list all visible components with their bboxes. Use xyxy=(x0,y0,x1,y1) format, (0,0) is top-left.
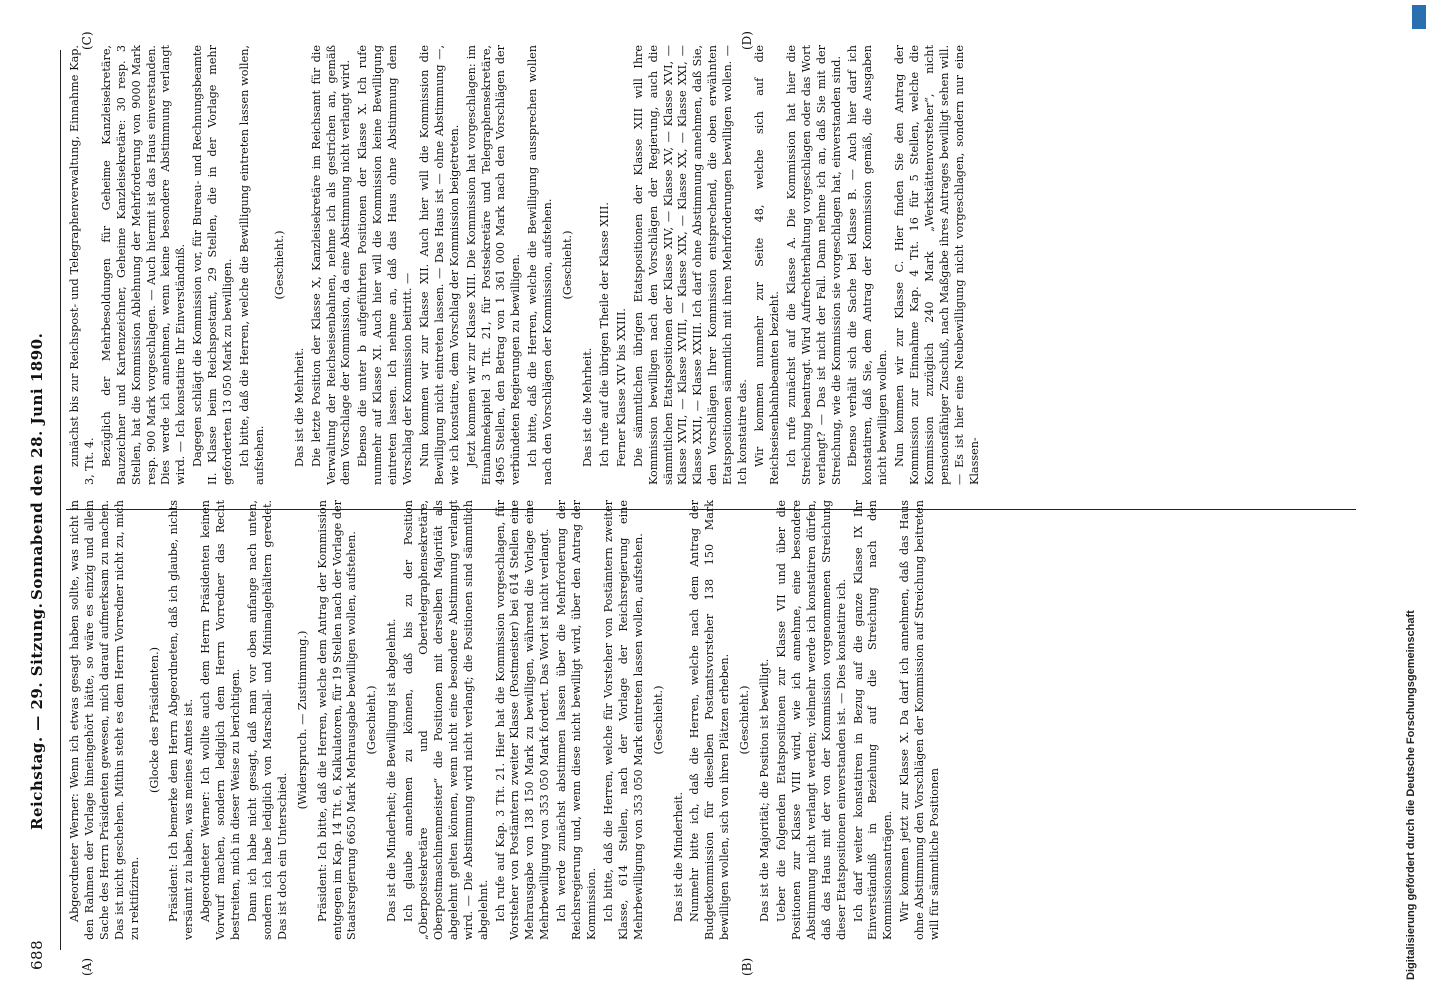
digitization-watermark xyxy=(1405,20,1423,980)
stage-direction: (Glocke des Präsidenten.) xyxy=(147,647,161,794)
paragraph: Ueber die folgenden Etatspositionen zur Klasse VII und über die Positionen zur Klasse VIII wird, wie ich annehme, eine besondere Abstimmung nicht verlangt werden; vielmehr werde ich konstatiren dürfen, daß das Haus mit der von der Kommission vorgenommenen Streichung dieser Etatspositionen einverstanden ist. — Dies konstatire ich. xyxy=(774,500,848,940)
margin-mark-b: (B) xyxy=(740,957,754,976)
paragraph: Ich rufe auf die übrigen Theile der Klasse XIII. xyxy=(597,202,611,467)
paragraph: Ich werde zunächst abstimmen lassen über die Mehrforderung der Reichsregierung und, wenn diese nicht bewilligt wird, über den Antrag der Kommission. xyxy=(555,500,598,940)
paragraph: Ferner Klasse XIV bis XXIII. xyxy=(614,308,628,467)
margin-mark-d: (D) xyxy=(740,31,754,50)
paragraph: Dann ich habe nicht gesagt, daß man vor oben anfange nach unten, sondern ich habe lediglich von Marschall- und Minimalgehältern geredet. Das ist doch ein Unterschied. xyxy=(245,500,289,940)
paragraph: Ich rufe zunächst auf die Klasse A. Die Kommission hat hier die Streichung beantragt. Wird Aufrechterhaltung vorgeschlagen oder das Wort verlangt? — Das ist nicht der Fall. Dann nehme ich an, daß Sie mit der Streichung, wie die Kommission sie vorgeschlagen hat, einverstanden sind. xyxy=(784,45,843,485)
paragraph: Das ist die Minderheit. xyxy=(671,791,685,922)
paragraph: Die letzte Position der Klasse X, Kanzleisekretäre im Reichsamt für die Verwaltung der Reichseisenbahnen, nehme ich als gestrichen an, gemäß dem Vorschlage der Kommission, da eine Abstimmung nicht verlangt wird. xyxy=(309,45,353,485)
stage-direction: (Geschieht.) xyxy=(272,230,286,300)
page-header xyxy=(20,30,60,980)
paragraph: Ich bitte, daß die Herren, welche die Bewilligung eintreten lassen wollen, aufstehen. xyxy=(237,45,266,485)
paragraph: Präsident: Ich bemerke dem Herrn Abgeordneten, daß ich glaube, nichts versäumt zu haben, was meines Amtes ist. xyxy=(167,500,196,940)
paragraph: Das ist die Mehrheit. xyxy=(292,347,306,467)
paragraph: Ebenso die unter b aufgeführten Positionen der Klasse X. Ich rufe nunmehr auf Klasse XI. Auch hier will die Kommission keine Bewilligung eintreten lassen. Ich nehme an, daß das Haus ohne Abstimmung dem Vorschlag der Kommission beitritt. — xyxy=(356,45,415,485)
header-rule xyxy=(60,50,61,950)
paragraph: Das ist die Majorität; die Position ist bewilligt. xyxy=(758,658,772,922)
paragraph: Ich bitte, daß die Herren, welche die Bewilligung aussprechen wollen nach den Vorschlägen der Kommission, aufstehen. xyxy=(526,45,555,485)
margin-mark-a: (A) xyxy=(80,957,94,976)
paragraph: zunächst bis zur Reichspost- und Telegraphenverwaltung, Einnahme Kap. 3, Tit. 4. xyxy=(68,45,96,485)
paragraph: Abgeordneter Werner: Ich wollte auch dem Herrn Präsidenten keinen Vorwurf machen, sondern lediglich dem Herrn Vorredner das Recht bestreiten, mich in dieser Weise zu berichtigen. xyxy=(199,500,243,940)
watermark-text: Digitalisierung gefördert durch die Deutsche Forschungsgemeinschaft xyxy=(1405,610,1417,980)
margin-mark-c: (C) xyxy=(80,31,94,50)
page-number: 688 xyxy=(28,939,46,970)
paragraph: Bezüglich der Mehrbesoldungen für Geheime Kanzleisekretäre, Bauzeichner und Kartenzeichner, Geheime Kanzleisekretäre: 30 resp. 3 Stellen, hat die Kommission Ablehnung der Mehrforderung von 9000 Mark resp. 900 Mark vorgeschlagen. — Auch hiermit ist das Haus einverstanden. Dies werde ich annehmen, wenn keine besondere Abstimmung verlangt wird. — Ich konstatire Ihr Einverständniß. xyxy=(99,45,188,485)
left-text-column xyxy=(68,500,945,940)
paragraph: Die sämmtlichen übrigen Etatspositionen der Klasse XIII will Ihre Kommission bewilligen nach den Vorschlägen der Regierung, auch die sämmtlichen Etatspositionen der Klasse XIV, — Klasse XV, — Klasse XVI, — Klasse XVII, — Klasse XVIII, — Klasse XIX, — Klasse XX, — Klasse XXI, — Klasse XXII, — Klasse XXIII. Ich darf ohne Abstimmung annehmen, daß Sie, den Vorschlägen Ihrer Kommission entsprechend, die oben erwähnten Etatspositionen sämmtlich mit ihren Mehrforderungen bewilligen wollen. — Ich konstatire das. xyxy=(631,45,750,485)
paragraph: Nun kommen wir zur Klasse C. Hier finden Sie den Antrag der Kommission zur Einnahme Kap. 4 Tit. 16 für 5 Stellen, welche die Kommission zuzüglich 240 Mark „Werkstättenvorsteher“, nicht pensionsfähiger Zuschuß, nach Maßgabe ihres Antrages bewilligt sehen will. — Es ist hier eine Neubewilligung nicht vorgeschlagen, sondern nur eine Klassen- xyxy=(893,45,981,485)
paragraph: Ebenso verhält sich die Sache bei Klasse B. — Auch hier darf ich konstatiren, daß Sie, dem Antrag der Kommission gemäß, die Ausgaben nicht bewilligen wollen. xyxy=(846,45,890,485)
stage-direction: (Widerspruch. — Zustimmung.) xyxy=(295,630,309,810)
paragraph: Präsident: Ich bitte, daß die Herren, welche dem Antrag der Kommission entgegen im Kap. 14 Tit. 6, Kalkulatoren, für 19 Stellen nach der Vorlage der Staatsregierung 6650 Mark Mehrausgabe bewilligen wollen, aufstehen. xyxy=(315,500,359,940)
paragraph: Ich darf weiter konstatiren in Bezug auf die ganze Klasse IX Ihr Einverständniß in Beziehung auf die Streichung nach den Kommissionsanträgen. xyxy=(851,500,895,940)
stage-direction: (Geschieht.) xyxy=(738,685,752,755)
paragraph: Wir kommen nunmehr zur Seite 48, welche sich auf die Reichseisenbahnbeamten bezieht. xyxy=(752,45,781,485)
paragraph: Jetzt kommen wir zur Klasse XIII. Die Kommission hat vorgeschlagen: im Einnahmekapitel 3 Tit. 21, für Postsekretäre und Telegraphensekretäre, 4965 Stellen, den Betrag von 1 361 000 Mark nach den Vorschlägen der verbündeten Regierungen zu bewilligen. xyxy=(464,45,523,485)
rotated-page-content xyxy=(20,30,1390,980)
stage-direction: (Geschieht.) xyxy=(365,685,379,755)
right-text-column xyxy=(68,45,985,485)
paragraph: Ich bitte, daß die Herren, welche für Vorsteher von Postämtern zweiter Klasse, 614 Stellen, nach der Vorlage der Reichsregierung eine Mehrbewilligung von 353 050 Mark eintreten lassen wollen, aufstehen. xyxy=(601,500,645,940)
paragraph: Nunmehr bitte ich, daß die Herren, welche nach dem Antrag der Budgetkommission für dieselben Postamtsvorsteher 138 150 Mark bewilligen wollen, sich von ihren Plätzen erheben. xyxy=(688,500,732,940)
dfg-logo xyxy=(1412,5,1426,29)
paragraph: Nun kommen wir zur Klasse XII. Auch hier will die Kommission die Bewilligung nicht eintreten lassen. — Das Haus ist — ohne Abstimmung —, wie ich konstatire, dem Vorschlag der Kommission beigetreten. xyxy=(417,45,461,485)
paragraph: Wir kommen jetzt zur Klasse X. Da darf ich annehmen, daß das Haus ohne Abstimmung den Vorschlägen der Kommission auf Streichung beitreten will für sämmtliche Positionen xyxy=(898,500,942,940)
paragraph: Dagegen schlägt die Kommission vor, für Bureau- und Rechnungsbeamte II. Klasse beim Reichspostamt, 29 Stellen, die in der Vorlage mehr geforderten 13 050 Mark zu bewilligen. xyxy=(191,45,235,485)
paragraph: Das ist die Mehrheit. xyxy=(581,347,594,467)
paragraph: Ich glaube annehmen zu können, daß bis zu der Position „Oberpostsekretäre und Obertelegraphensekretäre, Oberpostmaschinenmeister“ die Positionen mit derselben Majorität als abgelehnt gelten können, wenn nicht eine besondere Abstimmung verlangt wird. — Die Abstimmung wird nicht verlangt; die Positionen sind sämmtlich abgelehnt. xyxy=(402,500,490,940)
header-date: Sonnabend den 28. Juni 1890. xyxy=(28,332,46,600)
stage-direction: (Geschieht.) xyxy=(561,230,575,300)
paragraph: Das ist die Minderheit; die Bewilligung ist abgelehnt. xyxy=(385,618,399,922)
stage-direction: (Geschieht.) xyxy=(651,685,665,755)
paragraph: Abgeordneter Werner: Wenn ich etwas gesagt haben sollte, was nicht in den Rahmen der Vorlage hineingehört hätte, so wäre es einzig und allein Sache des Herrn Präsidenten gewesen, mich darauf aufmerksam zu machen. Das ist nicht geschehen. Mithin steht es dem Herrn Vorredner nicht zu, mich zu rektifiziren. xyxy=(68,500,141,940)
paragraph: Ich rufe auf Kap. 3 Tit. 21. Hier hat die Kommission vorgeschlagen, für Vorsteher von Postämtern zweiter Klasse (Postmeister) bei 614 Stellen eine Mehrausgabe von 138 150 Mark zu bewilligen, während die Vorlage eine Mehrbewilligung von 353 050 Mark fordert. Das Wort ist nicht verlangt. xyxy=(493,500,552,940)
header-title: Reichstag. — 29. Sitzung. xyxy=(28,602,46,830)
